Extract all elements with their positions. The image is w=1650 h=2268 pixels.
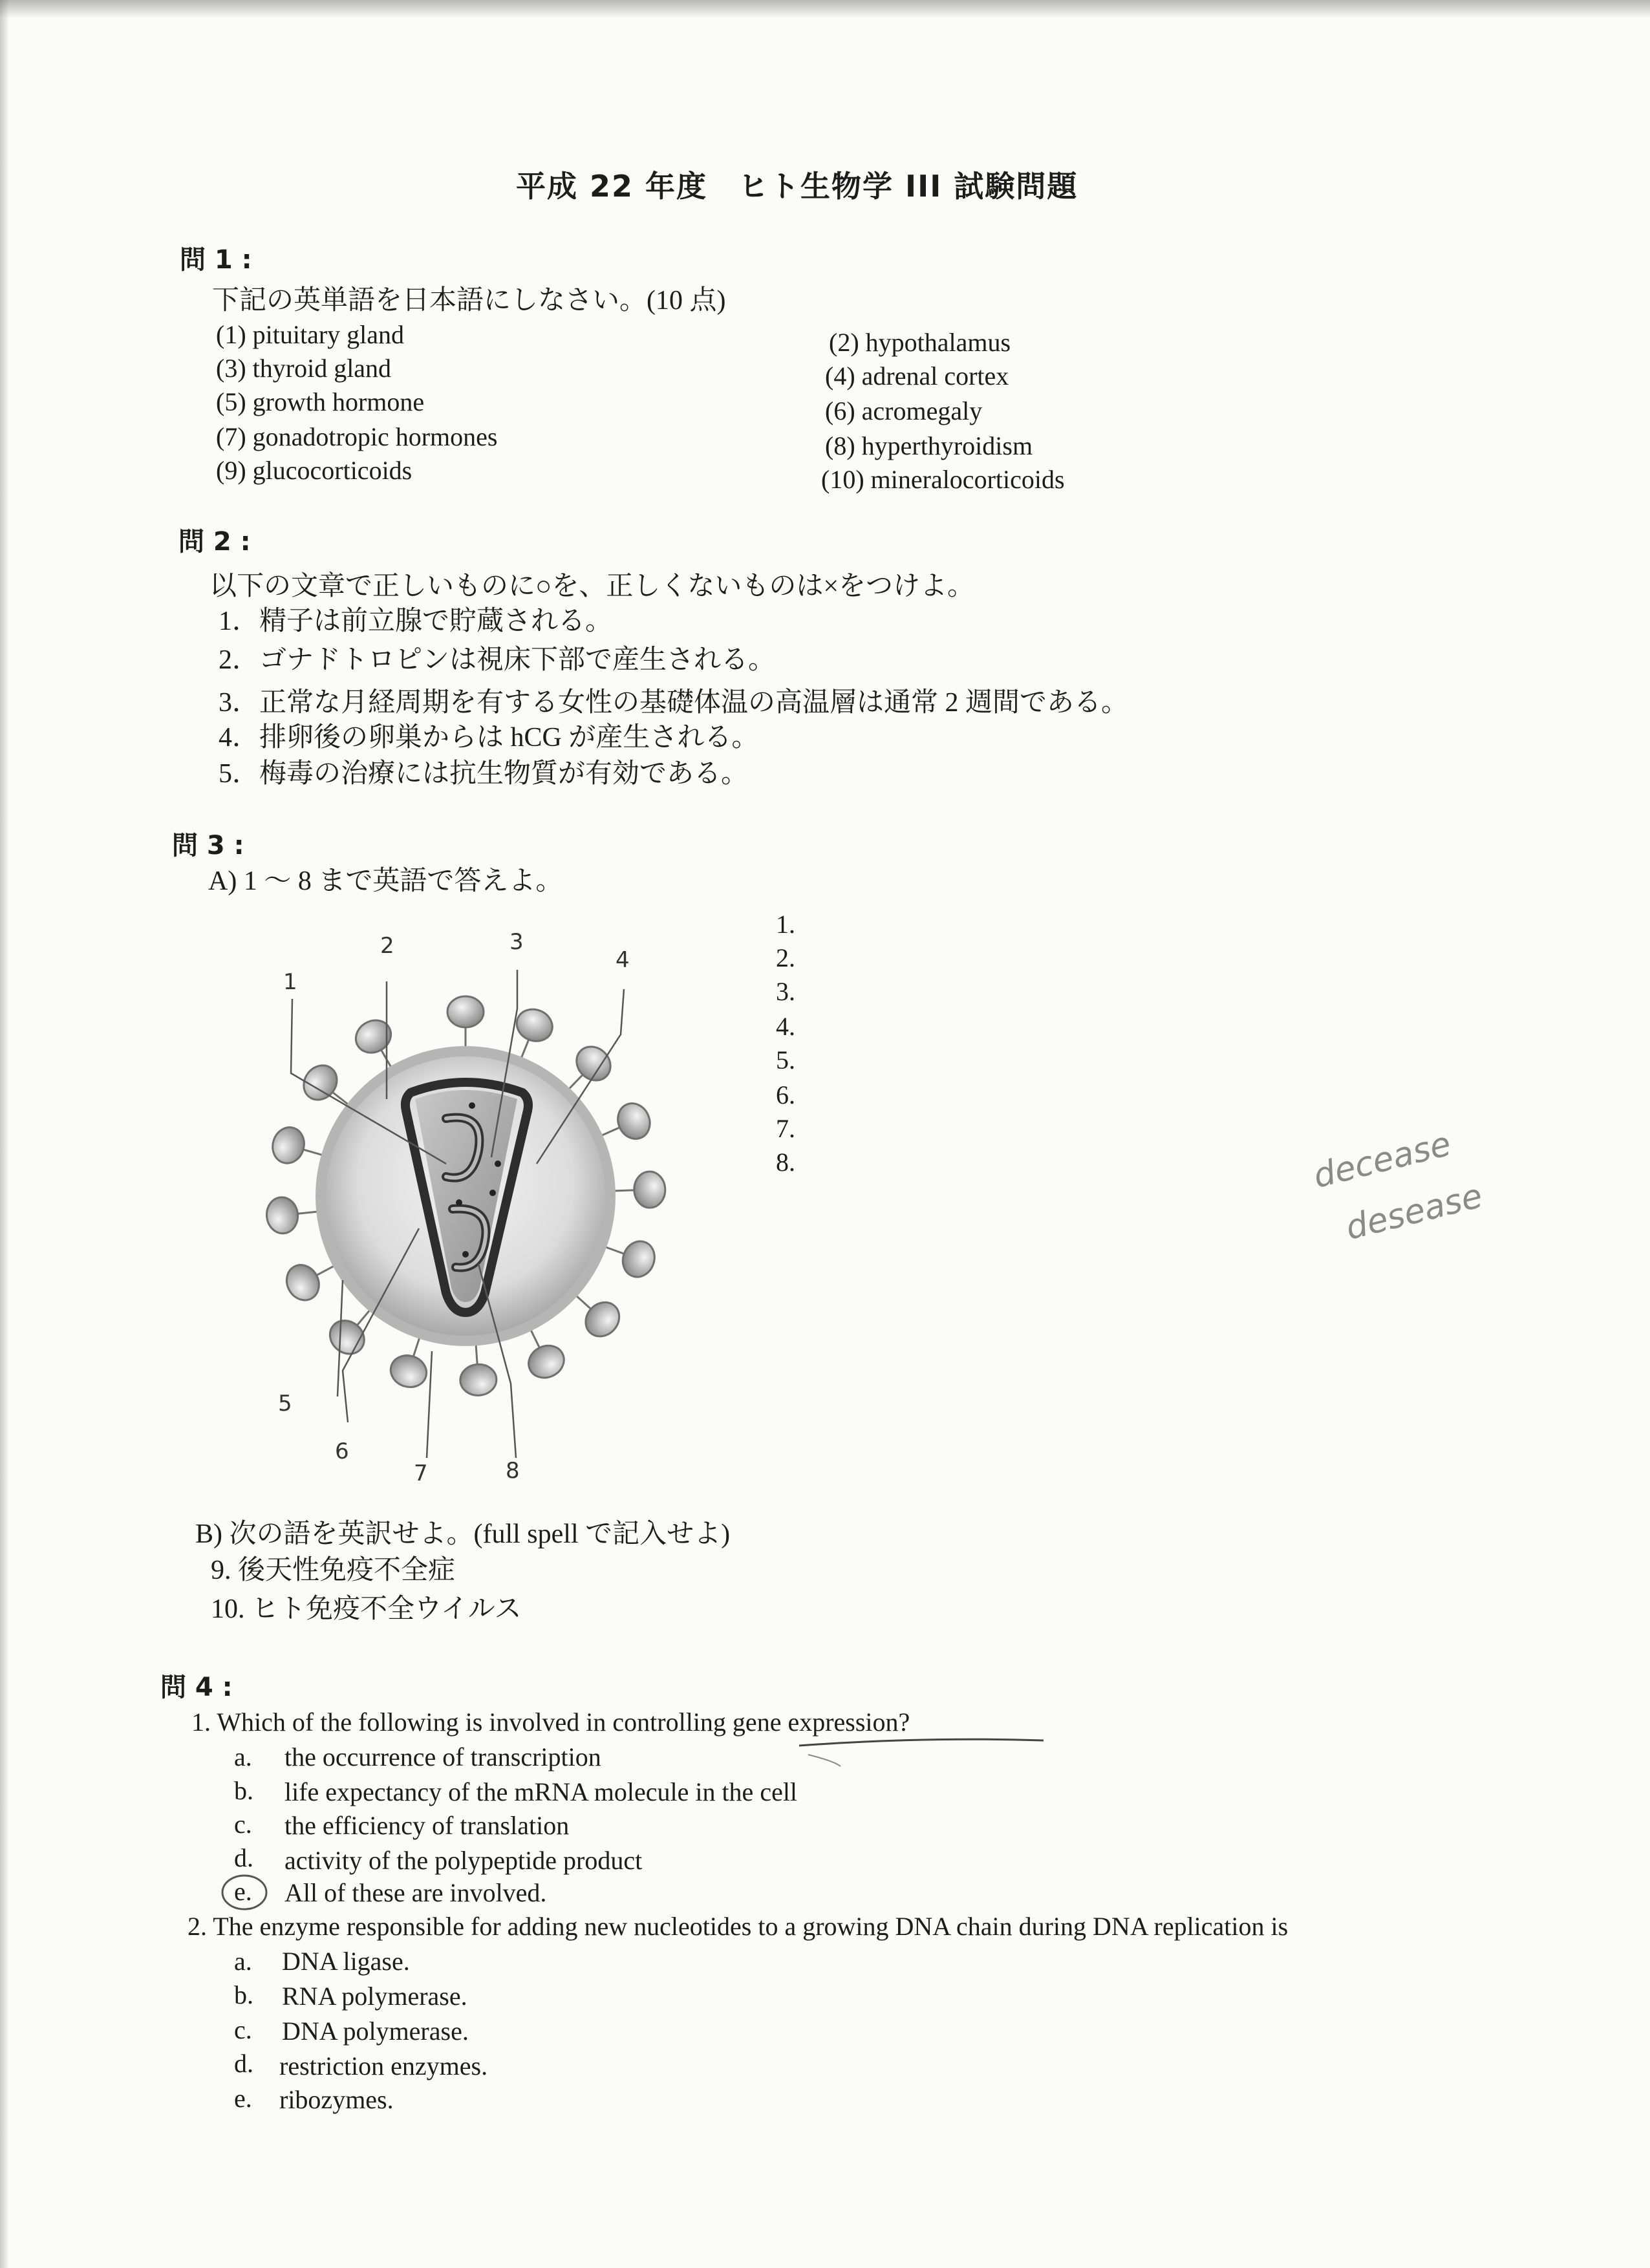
answer-line-7: 7. [776, 1114, 795, 1143]
answer-line-2: 2. [776, 943, 795, 972]
q1-item-6: (6) acromegaly [825, 396, 983, 425]
diagram-label-8: 8 [506, 1458, 520, 1484]
q4-q1-option-c-letter: c. [234, 1810, 252, 1839]
q4-q1-option-e-text: All of these are involved. [284, 1878, 547, 1907]
q4-q2-option-d-letter: d. [234, 2049, 253, 2078]
q4-q1-option-b-text: life expectancy of the mRNA molecule in the cell [284, 1777, 798, 1806]
q4-q2-option-a-text: DNA ligase. [282, 1947, 410, 1976]
scan-top-edge [0, 0, 1650, 18]
q1-item-8: (8) hyperthyroidism [825, 431, 1033, 460]
diagram-label-2: 2 [380, 933, 394, 959]
diagram-label-1: 1 [283, 969, 297, 995]
answer-line-3: 3. [776, 977, 795, 1006]
handwriting-desease: desease [1342, 1176, 1486, 1248]
answer-line-6: 6. [776, 1080, 795, 1109]
answer-line-5: 5. [776, 1045, 795, 1075]
q1-item-7: (7) gonadotropic hormones [216, 422, 498, 451]
scan-left-edge [0, 0, 9, 2268]
q3-part-b-item-10: 10. ヒト免疫不全ウイルス [211, 1594, 522, 1624]
diagram-label-4: 4 [616, 947, 630, 973]
q4-q1-option-a-text: the occurrence of transcription [284, 1742, 601, 1771]
hiv-virion-diagram [252, 905, 744, 1487]
diagram-label-5: 5 [278, 1391, 292, 1417]
q1-heading: 問 1 : [180, 245, 252, 275]
q4-q2-option-c-text: DNA polymerase. [282, 2017, 469, 2046]
q4-q2-option-d-text: restriction enzymes. [279, 2051, 488, 2081]
q2-item-4: 4．排卵後の卵巣からは hCG が産生される。 [219, 723, 759, 753]
q2-item-2: 2．ゴナドトロピンは視床下部で産生される。 [219, 645, 776, 675]
page-title: 平成 22 年度 ヒト生物学 III 試験問題 [516, 169, 1078, 204]
reverse-transcriptase-dot [469, 1102, 475, 1109]
q4-q1-option-d-text: activity of the polypeptide product [284, 1846, 643, 1875]
q4-q2-option-e-text: ribozymes. [279, 2085, 394, 2114]
q4-q2-option-c-letter: c. [234, 2015, 252, 2044]
answer-line-8: 8. [776, 1148, 795, 1177]
q4-q1-option-d-letter: d. [234, 1843, 253, 1872]
q1-item-5: (5) growth hormone [216, 387, 425, 416]
q1-item-10: (10) mineralocorticoids [821, 465, 1065, 494]
answer-line-1: 1. [776, 910, 795, 939]
answer-circle-mark [219, 1870, 270, 1915]
q4-q1-option-a-letter: a. [234, 1742, 252, 1771]
q1-item-3: (3) thyroid gland [216, 354, 392, 383]
q2-instruction: 以下の文章で正しいものに○を、正しくないものは×をつけよ。 [209, 572, 975, 601]
q1-instruction: 下記の英単語を日本語にしなさい。(10 点) [212, 286, 726, 316]
q4-q1-option-b-letter: b. [234, 1776, 253, 1805]
q4-q2-option-b-text: RNA polymerase. [282, 1982, 467, 2011]
q2-heading: 問 2 : [178, 527, 251, 557]
q3-part-b: B) 次の語を英訳せよ。(full spell で記入せよ) [195, 1519, 731, 1549]
gene-expression-underline [795, 1728, 1054, 1779]
answer-line-4: 4. [776, 1012, 795, 1041]
diagram-label-6: 6 [335, 1439, 349, 1464]
diagram-label-7: 7 [414, 1460, 428, 1486]
q4-heading: 問 4 : [160, 1673, 233, 1702]
diagram-label-3: 3 [509, 929, 524, 955]
q3-part-b-item-9: 9. 後天性免疫不全症 [211, 1556, 456, 1585]
q4-q2-option-a-letter: a. [234, 1947, 252, 1976]
q3-part-a: A) 1 〜 8 まで英語で答えよ。 [208, 866, 563, 896]
q3-heading: 問 3 : [172, 831, 244, 861]
handwriting-decease: decease [1309, 1124, 1455, 1196]
q4-q1-option-e-letter: e. [234, 1877, 252, 1906]
q4-q1-option-c-text: the efficiency of translation [284, 1811, 570, 1840]
q2-item-1: 1．精子は前立腺で貯蔵される。 [219, 606, 613, 636]
q2-item-3: 3．正常な月経周期を有する女性の基礎体温の高温層は通常 2 週間である。 [219, 688, 1129, 718]
q2-item-5: 5．梅毒の治療には抗生物質が有効である。 [219, 759, 749, 789]
q1-item-9: (9) glucocorticoids [216, 456, 412, 485]
q1-item-1: (1) pituitary gland [216, 320, 405, 349]
q4-q2-option-e-letter: e. [234, 2084, 252, 2113]
q4-question-2-stem: 2. The enzyme responsible for adding new nucleotides to a growing DNA chain during DNA replication is [188, 1912, 1289, 1941]
q4-q2-option-b-letter: b. [234, 1980, 253, 2009]
q4-question-1-stem: 1. Which of the following is involved in controlling gene expression? [191, 1707, 910, 1737]
q1-item-4: (4) adrenal cortex [825, 361, 1009, 390]
q1-item-2: (2) hypothalamus [829, 328, 1011, 357]
